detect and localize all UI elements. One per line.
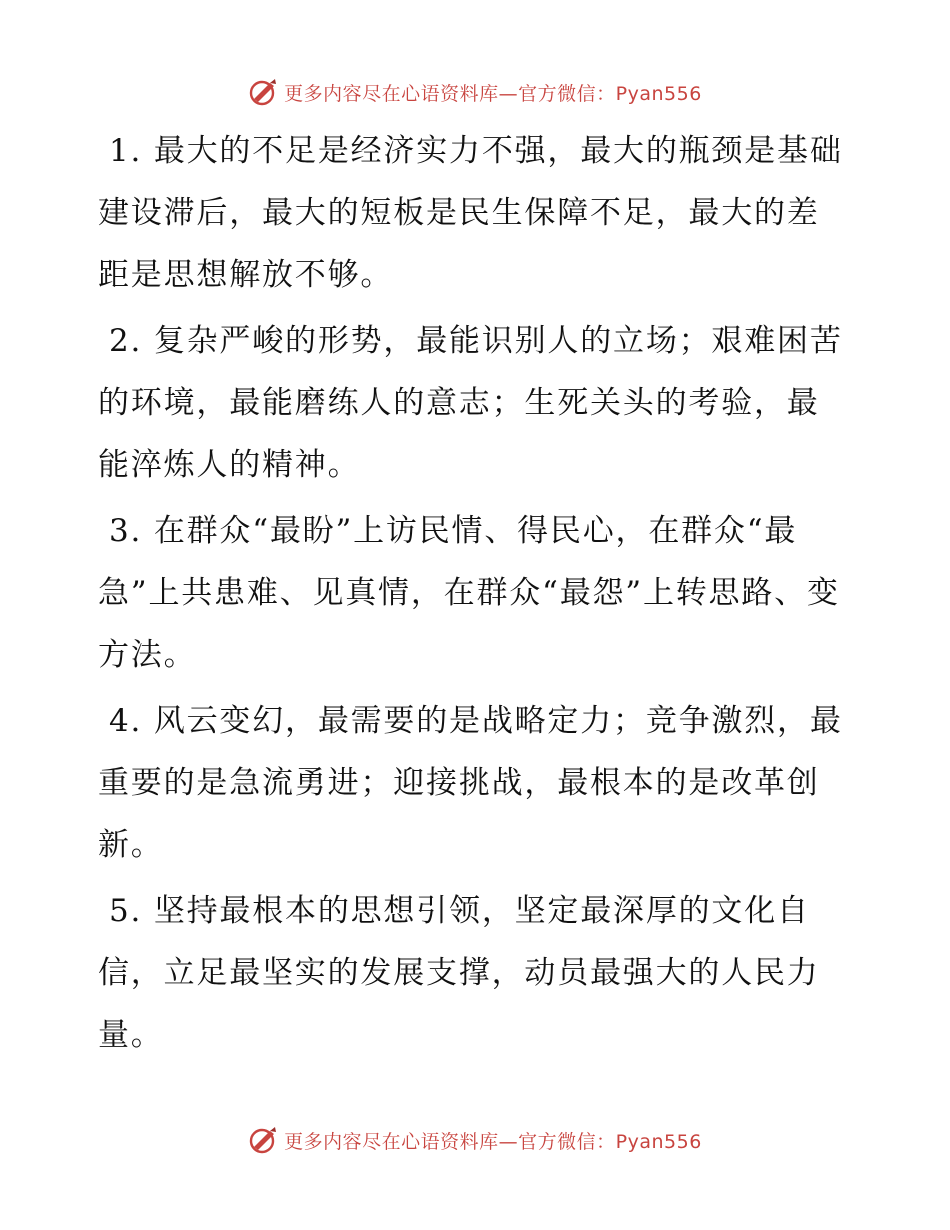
pen-logo-icon: [248, 1125, 278, 1155]
paragraph-2: 2. 复杂严峻的形势，最能识别人的立场；艰难困苦的环境，最能磨练人的意志；生死关头的考验，最能淬炼人的精神。: [98, 323, 843, 483]
paragraph-3: 3. 在群众“最盼”上访民情、得民心，在群众“最急”上共患难、见真情，在群众“最怨”上转思路、变方法。: [98, 513, 840, 673]
footer-watermark-banner: [0, 1120, 950, 1160]
document-body: [98, 120, 850, 1070]
paragraph-4: 4. 风云变幻，最需要的是战略定力；竞争激烈，最重要的是急流勇进；迎接挑战，最根本的是改革创新。: [98, 703, 843, 863]
header-watermark-banner: [0, 72, 950, 112]
pen-logo-icon: [248, 77, 278, 107]
paragraph-1: 1. 最大的不足是经济实力不强，最大的瓶颈是基础建设滞后，最大的短板是民生保障不足，最大的差距是思想解放不够。: [98, 133, 843, 293]
header-watermark-text: 更多内容尽在心语资料库—官方微信：Pyan556: [284, 82, 702, 105]
footer-watermark-text: 更多内容尽在心语资料库—官方微信：Pyan556: [284, 1130, 702, 1153]
paragraph-5: 5. 坚持最根本的思想引领，坚定最深厚的文化自信，立足最坚实的发展支撑，动员最强大的人民力量。: [98, 893, 820, 1053]
